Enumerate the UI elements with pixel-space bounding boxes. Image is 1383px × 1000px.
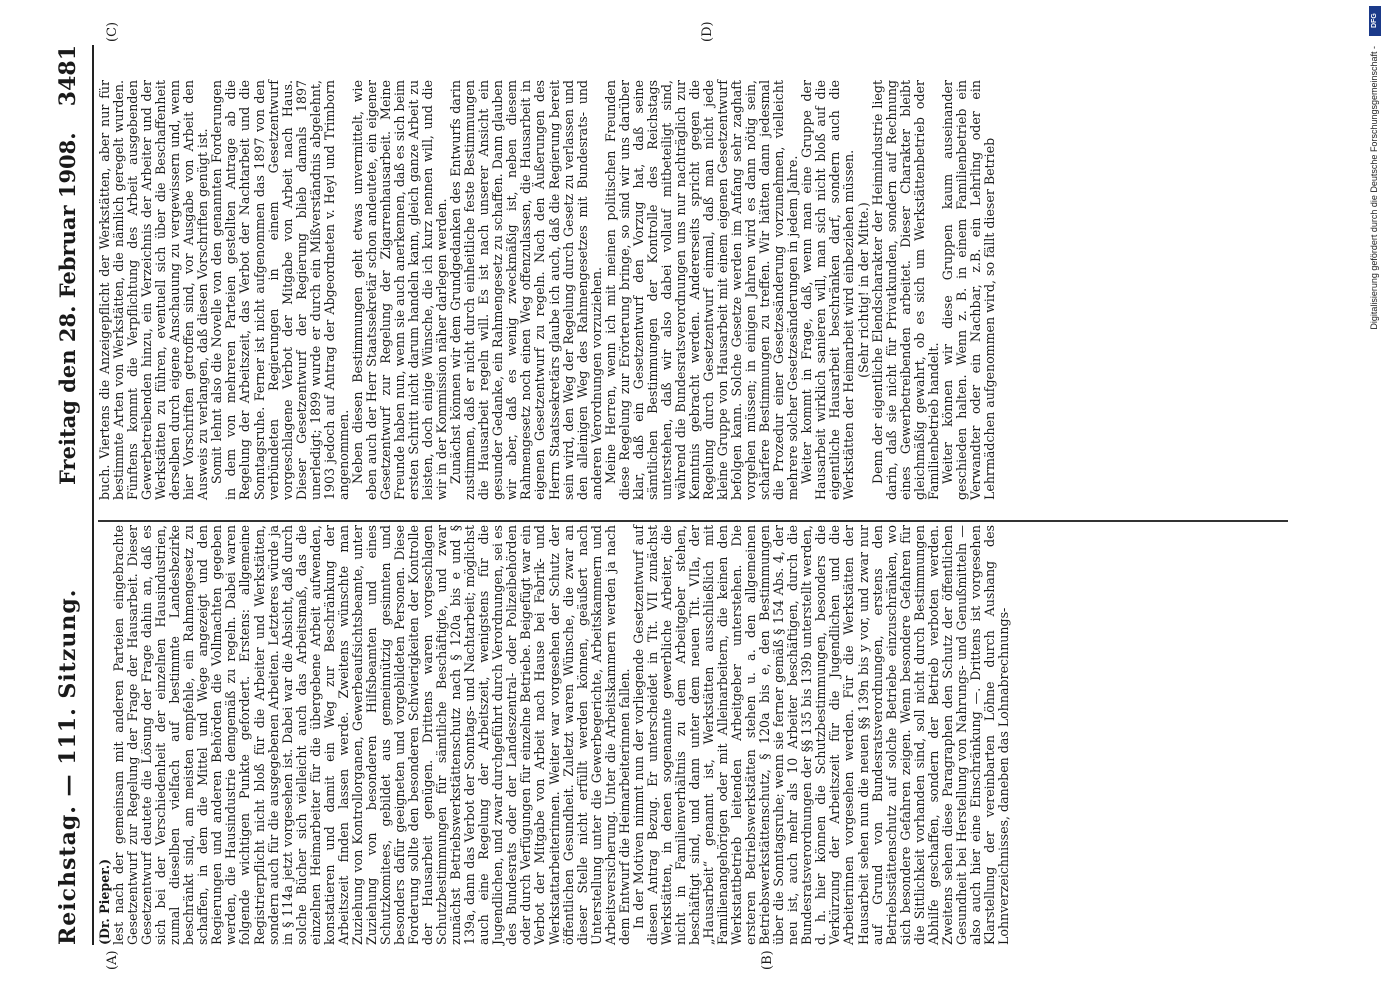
column-divider (98, 521, 1288, 523)
paragraph: Denn der eigentliche Elendscharakter der Heimindustrie liegt darin, daß sie nicht für Privatkunden, sondern auf Rechnung eines Gewerbetreibenden arbeitet. Dieser Charakter bleibt gleichmäßig gewahrt, ob es sich um Werkstättenbetrieb oder Familienbetrieb handelt. (869, 80, 941, 500)
margin-marker-b: (B) (760, 950, 775, 970)
left-column (98, 525, 1011, 945)
margin-marker-c: (C) (105, 21, 120, 42)
paragraph: Neben diesen Bestimmungen geht etwas unvermittelt, wie eben auch der Herr Staatssekretär schon andeutete, ein eigener Gesetzentwurf zur Regelung der Zigarrenhausarbeit. Meine Freunde haben nun, wenn sie auch anerkennen, daß es sich beim ersten Schritt nicht darum handeln kann, gleich ganze Arbeit zu leisten, doch einige Wünsche, die ich kurz nennen will, und die wir in der Kommission näher darlegen werden. (349, 80, 450, 500)
header-rule (92, 45, 94, 945)
paragraph: Somit lehnt also die Novelle von den genannten Forderungen in dem von mehreren Parteien gestellten Antrage ab die Regelung der Arbeitszeit, das Verbot der Nachtarbeit und die Sonntagsruhe. Ferner ist nicht aufgenommen das 1897 von den verbündeten Regierungen in einem Gesetzentwurf vorgeschlagene Verbot der Mitgabe von Arbeit nach Haus. Dieser Gesetzentwurf der Regierung blieb damals 1897 unerledigt; 1899 wurde er durch ein Mißverständnis abgelehnt, 1903 jedoch auf Antrag der Abgeordneten v. Heyl und Trimborn angenommen. (209, 80, 351, 500)
margin-marker-a: (A) (105, 950, 120, 970)
dfg-logo: DFG (1369, 6, 1381, 36)
margin-marker-d: (D) (700, 21, 715, 42)
paragraph: buch. Viertens die Anzeigepflicht der Werkstätten, aber nur für bestimmte Arten von Werkstätten, die nämlich geregelt wurden. Fünftens kommt die Verpflichtung des Arbeit ausgebenden Gewerbetreibenden hinzu, ein Verzeichnis der Arbeiter und der Werkstätten zu führen, eventuell sich über die Beschaffenheit derselben durch eigene Anschauung zu vergewissern und, wenn hier Vorschriften getroffen sind, vor Ausgabe von Arbeit den Ausweis zu verlangen, daß diesen Vorschriften genügt ist. (97, 80, 211, 500)
paragraph: lest nach der gemeinsam mit anderen Parteien eingebrachte Gesetzentwurf zur Regelung der Frage der Hausarbeit. Dieser Gesetzentwurf deutete die Lösung der Frage dahin an, daß es sich bei der Verschiedenheit der einzelnen Hausindustrien, zumal dieselben vielfach auf bestimmte Landesbezirke beschränkt sind, am meisten empfehle, ein Rahmengesetz zu schaffen, in dem die Mittel und Wege angezeigt und den Regierungen und anderen Behörden die Vollmachten gegeben werden, die Hausindustrie demgemäß zu regeln. Dabei waren folgende wichtigen Punkte gefordert. Erstens: allgemeine Registrierpflicht nicht bloß für die Arbeiter und Werkstätten, sondern auch für die ausgegebenen Arbeiten. Letzteres würde ja in § 114a jetzt vorgesehen ist. Dabei war die Absicht, daß durch solche Bücher sich vielleicht auch das Arbeitsmaß, das die einzelnen Heimarbeiter für die übergebene Arbeit aufwenden, konstatieren und damit ein Weg zur Beschränkung der Arbeitszeit finden lassen werde. Zweitens wünschte man Zuziehung von Kontrollorganen, Gewerbeaufsichtsbeamte, unter Zuziehung von besonderen Hilfsbeamten und eines Schutzkomitees, gebildet aus gemeinnützig gesinnten und besonders dafür geeigneten und vorgebildeten Personen. Diese Forderung sollte den besonderen Schwierigkeiten der Kontrolle der Hausarbeit genügen. Drittens waren vorgeschlagen Schutzbestimmungen für sämtliche Beschäftigte, und zwar zunächst Betriebswerkstättenschutz nach § 120a bis e und § 139a, dann das Verbot der Sonntags- und Nachtarbeit; möglichst auch eine Regelung der Arbeitszeit, wenigstens für die Jugendlichen, und zwar durchgeführt durch Verordnungen, sei es des Bundesrats oder der Landeszentral- oder Polizeibehörden oder durch Verfügungen für einzelne Betriebe. Beigefügt war ein Verbot der Mitgabe von Arbeit nach Hause bei Fabrik- und Werkstattarbeiterinnen. Weiter war vorgesehen der Schutz der öffentlichen Gesundheit. Zuletzt waren Wünsche, die zwar an dieser Stelle nicht erfüllt werden können, geäußert nach Unterstellung unter die Gewerbegerichte, Arbeitskammern und Arbeitsversicherung. Unter die Arbeitskammern werden ja nach dem Entwurf die Heimarbeiterinnen fallen. (111, 525, 632, 945)
speaker-label: (Dr. Pieper.) (97, 858, 112, 945)
page-header (55, 45, 95, 945)
paragraph: Meine Herren, wenn ich mit meinen politischen Freunden diese Regelung zur Erörterung bringe, so sind wir uns darüber klar, daß ein Gesetzentwurf den Vorzug hat, daß seine sämtlichen Bestimmungen der Kontrolle des Reichstags unterstehen, daß wir also dabei vollauf mitbeteiligt sind, während die Bundesratsverordnungen uns nur nachträglich zur Kenntnis gebracht werden. Andererseits spricht gegen die Regelung durch Gesetzentwurf einmal, daß man nicht jede kleine Gruppe von Hausarbeit mit einem eigenen Gesetzentwurf befolgen kann. Solche Gesetze werden im Anfang sehr zaghaft vorgehen müssen; in einigen Jahren wird es dann nötig sein, schärfere Bestimmungen zu treffen. Wir hätten dann jedesmal die Prozedur einer Gesetzesänderung vorzunehmen, vielleicht mehrere solcher Gesetzesänderungen in jedem Jahre. (602, 80, 801, 500)
paragraph: Weiter können wir diese Gruppen kaum auseinander geschieden halten. Wenn z. B. in einem Familienbetrieb ein Verwandter oder ein Nachbar, z.B. ein Lehrling oder ein Lehrmädchen aufgenommen wird, so fällt dieser Betrieb (939, 80, 997, 500)
header-session: Reichstag. — 111. Sitzung. (55, 588, 81, 945)
right-column (98, 80, 997, 500)
paragraph: In der Motiven nimmt nun der vorliegende Gesetzentwurf auf diesen Antrag Bezug. Er unterscheidet in Tit. VII zunächst Werkstätten, in denen sogenannte gewerbliche Arbeiter, die nicht in Familienverhältnis zu dem Arbeitgeber stehen, beschäftigt sind, und dann unter dem neuen Tit. VIIa, der „Hausarbeit“ genannt ist, Werkstätten ausschließlich mit Familienangehörigen oder mit Alleinarbeitern, die keinen den Werkstattbetrieb leitenden Arbeitgeber unterstehen. Die ersteren Betriebswerkstätten stehen u. a. den allgemeinen Betriebswerkstättenschutz, § 120a bis e, den Bestimmungen über die Sonntagsruhe; wenn sie ferner gemäß § 154 Abs. 4, der neu ist, auch mehr als 10 Arbeiter beschäftigen, durch die Bundesratsverordnungen der §§ 135 bis 139b unterstellt werden, d. h. hier können die Schutzbestimmungen, besonders die Verkürzung der Arbeitszeit für die Jugendlichen und die Arbeiterinnen vorgesehen werden. Für die Werkstätten der Hausarbeit sehen nun die neuen §§ 139n bis y vor, und zwar nur auf Grund von Bundesratsverordnungen, erstens den Betriebsstättenschutz auf solche Betriebe einzuschränken, wo sich besondere Gefahren zeigen. Wenn besondere Gefahren für die Sittlichkeit vorhanden sind, soll nicht durch Bestimmungen Abhilfe geschaffen, sondern der Betrieb verboten werden. Zweitens sehen diese Paragraphen den Schutz der öffentlichen Gesundheit bei Herstellung von Nahrungs- und Genußmitteln — also auch hier eine Einschränkung —. Drittens ist vorgesehen Klarstellung der vereinbarten Löhne durch Aushang des Lohnverzeichnisses, daneben das Lohnabrechnungs- (630, 525, 1011, 945)
page-number: 3481 (55, 45, 81, 107)
paragraph: Zunächst können wir dem Grundgedanken des Entwurfs darin zustimmen, daß er nicht durch einheitliche feste Bestimmungen die Hausarbeit regeln will. Es ist nach unserer Ansicht ein gesunder Gedanke, ein Rahmengesetz zu schaffen. Dann glauben wir aber, daß es wenig zweckmäßig ist, neben diesem Rahmengesetz noch einen Weg offenzulassen, die Hausarbeit in eigenen Gesetzentwurf zu regeln. Nach den Äußerungen des Herrn Staatssekretärs glaube ich auch, daß die Regierung bereit sein wird, den Weg der Regelung durch Gesetz zu verlassen und den alleinigen Weg des Rahmengesetzes mit Bundesrats- und anderen Verordnungen vorzuziehen. (448, 80, 604, 500)
interjection: (Sehr richtig! in der Mitte.) (855, 202, 871, 378)
header-date: Freitag den 28. Februar 1908. (55, 132, 80, 485)
paragraph: Weiter kommt in Frage, daß, wenn man eine Gruppe der Hausarbeit wirklich sanieren will, man sich nicht bloß auf die eigentliche Hausarbeit beschränken darf, sondern auch die Werkstätten der Heimarbeit wird einbeziehen müssen. (799, 80, 857, 500)
digitization-note: Digitalisierung gefördert durch die Deutsche Forschungsgemeinschaft - (1369, 46, 1379, 330)
